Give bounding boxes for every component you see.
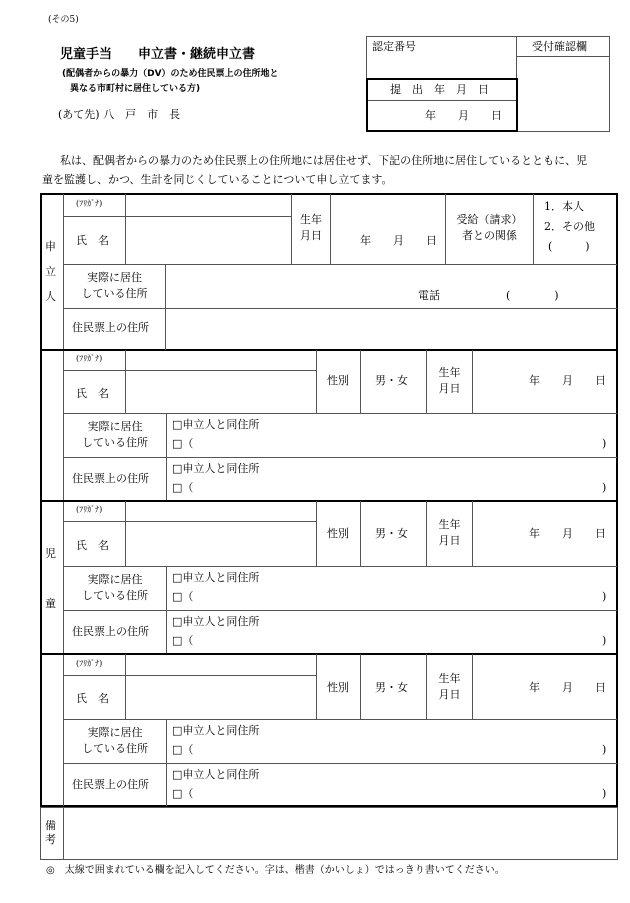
- applicant-birth-value[interactable]: 年 月 日: [360, 234, 437, 247]
- phone-parens[interactable]: ( ): [506, 289, 559, 302]
- child1-actual-same-checkbox[interactable]: □申立人と同住所: [172, 418, 260, 431]
- submission-date-value[interactable]: 年 月 日: [425, 109, 502, 122]
- child3-birth-label: 生年 月日: [438, 672, 461, 701]
- submission-date-label: 提 出 年 月 日: [390, 83, 489, 96]
- applicant-registered-address-field[interactable]: [166, 309, 616, 348]
- applicant-registered-address-label: 住民票上の住所: [72, 321, 149, 334]
- child3-registered-other-checkbox[interactable]: □（: [172, 787, 194, 800]
- child3-sex-label: 性別: [327, 681, 349, 694]
- footer-note: ◎ 太線で囲まれている欄を記入してください。字は、楷書（かいしょ）ではっきり書いてください。: [46, 865, 505, 876]
- child3-actual-address-label: 実際に居住 している住所: [82, 726, 148, 755]
- applicant-actual-address-label: 実際に居住 している住所: [81, 271, 148, 300]
- child2-furigana-field[interactable]: [126, 502, 315, 520]
- child3-registered-same-checkbox[interactable]: □申立人と同住所: [172, 768, 260, 781]
- child1-actual-address-label: 実際に居住 している住所: [82, 420, 148, 449]
- applicant-name-label: 氏 名: [76, 234, 109, 247]
- child2-birth-value[interactable]: 年 月 日: [529, 527, 606, 540]
- form-title: 児童手当 申立書・継続申立書: [60, 47, 256, 62]
- child3-name-label: 氏 名: [76, 692, 109, 705]
- relation-option-self[interactable]: 1．本人: [544, 200, 584, 213]
- applicant-furigana-field[interactable]: [126, 195, 290, 215]
- child2-name-field[interactable]: [126, 522, 315, 565]
- child3-birth-value[interactable]: 年 月 日: [529, 681, 606, 694]
- child1-registered-address-label: 住民票上の住所: [72, 472, 149, 485]
- relation-other-parens[interactable]: ( ): [548, 240, 590, 253]
- declaration-line1: 私は、配偶者からの暴力のため住民票上の住所地には居住せず、下記の住所地に居住しているとともに、児: [60, 154, 588, 167]
- child2-registered-same-checkbox[interactable]: □申立人と同住所: [172, 615, 260, 628]
- applicant-label-char2: 立: [45, 265, 56, 278]
- applicant-furigana-label: (ﾌﾘｶﾞﾅ): [76, 199, 103, 208]
- form-subtitle-line2: 異なる市町村に居住している方): [70, 84, 201, 94]
- receipt-check-label: 受付確認欄: [532, 40, 587, 53]
- child3-registered-close-paren: ): [602, 787, 607, 800]
- child-label-char2: 童: [45, 597, 56, 610]
- child3-sex-options[interactable]: 男・女: [375, 681, 408, 694]
- child1-furigana-label: (ﾌﾘｶﾞﾅ): [76, 354, 103, 363]
- child3-actual-close-paren: ): [602, 743, 607, 756]
- phone-label: 電話: [418, 289, 440, 302]
- child1-name-field[interactable]: [126, 371, 315, 412]
- child3-actual-other-checkbox[interactable]: □（: [172, 743, 194, 756]
- child2-actual-same-checkbox[interactable]: □申立人と同住所: [172, 571, 260, 584]
- addressee: (あて先) 八 戸 市 長: [58, 108, 181, 121]
- child1-sex-options[interactable]: 男・女: [375, 374, 408, 387]
- child1-name-label: 氏 名: [76, 387, 109, 400]
- relation-option-other[interactable]: 2．その他: [544, 220, 595, 233]
- applicant-name-field[interactable]: [126, 217, 290, 263]
- remarks-label-char2: 考: [45, 833, 56, 846]
- child2-furigana-label: (ﾌﾘｶﾞﾅ): [76, 505, 103, 514]
- child1-registered-other-checkbox[interactable]: □（: [172, 481, 194, 494]
- child3-furigana-field[interactable]: [126, 655, 315, 674]
- child3-name-field[interactable]: [126, 676, 315, 718]
- child1-birth-label: 生年 月日: [438, 366, 461, 395]
- cert-number-label: 認定番号: [372, 40, 416, 53]
- child1-registered-same-checkbox[interactable]: □申立人と同住所: [172, 462, 260, 475]
- child2-birth-label: 生年 月日: [438, 518, 461, 547]
- form-number: (その5): [48, 15, 79, 25]
- child1-sex-label: 性別: [327, 374, 349, 387]
- child2-name-label: 氏 名: [76, 539, 109, 552]
- applicant-label-char1: 申: [45, 240, 56, 253]
- applicant-relation-label: 受給（請求） 者との関係: [456, 213, 523, 242]
- child3-registered-address-label: 住民票上の住所: [72, 778, 149, 791]
- child2-sex-options[interactable]: 男・女: [375, 527, 408, 540]
- child1-registered-close-paren: ): [602, 481, 607, 494]
- declaration-line2: 童を監護し、かつ、生計を同じくしていることについて申し立てます。: [42, 173, 393, 186]
- child-label-char1: 児: [45, 547, 56, 560]
- child2-actual-other-checkbox[interactable]: □（: [172, 590, 194, 603]
- child2-actual-close-paren: ): [602, 590, 607, 603]
- child2-registered-close-paren: ): [602, 634, 607, 647]
- child2-registered-address-label: 住民票上の住所: [72, 625, 149, 638]
- applicant-birth-label: 生年 月日: [300, 213, 322, 242]
- child1-furigana-field[interactable]: [126, 351, 315, 369]
- applicant-label-char3: 人: [45, 290, 56, 303]
- form-subtitle-line1: (配偶者からの暴力（DV）のため住民票上の住所地と: [62, 69, 279, 79]
- child2-registered-other-checkbox[interactable]: □（: [172, 634, 194, 647]
- child2-actual-address-label: 実際に居住 している住所: [82, 573, 148, 602]
- child3-furigana-label: (ﾌﾘｶﾞﾅ): [76, 659, 103, 668]
- child1-actual-other-checkbox[interactable]: □（: [172, 437, 194, 450]
- child3-actual-same-checkbox[interactable]: □申立人と同住所: [172, 724, 260, 737]
- child1-birth-value[interactable]: 年 月 日: [529, 374, 606, 387]
- child1-actual-close-paren: ): [602, 437, 607, 450]
- child2-sex-label: 性別: [327, 527, 349, 540]
- remarks-field[interactable]: [64, 808, 617, 859]
- remarks-label-char1: 備: [45, 819, 56, 832]
